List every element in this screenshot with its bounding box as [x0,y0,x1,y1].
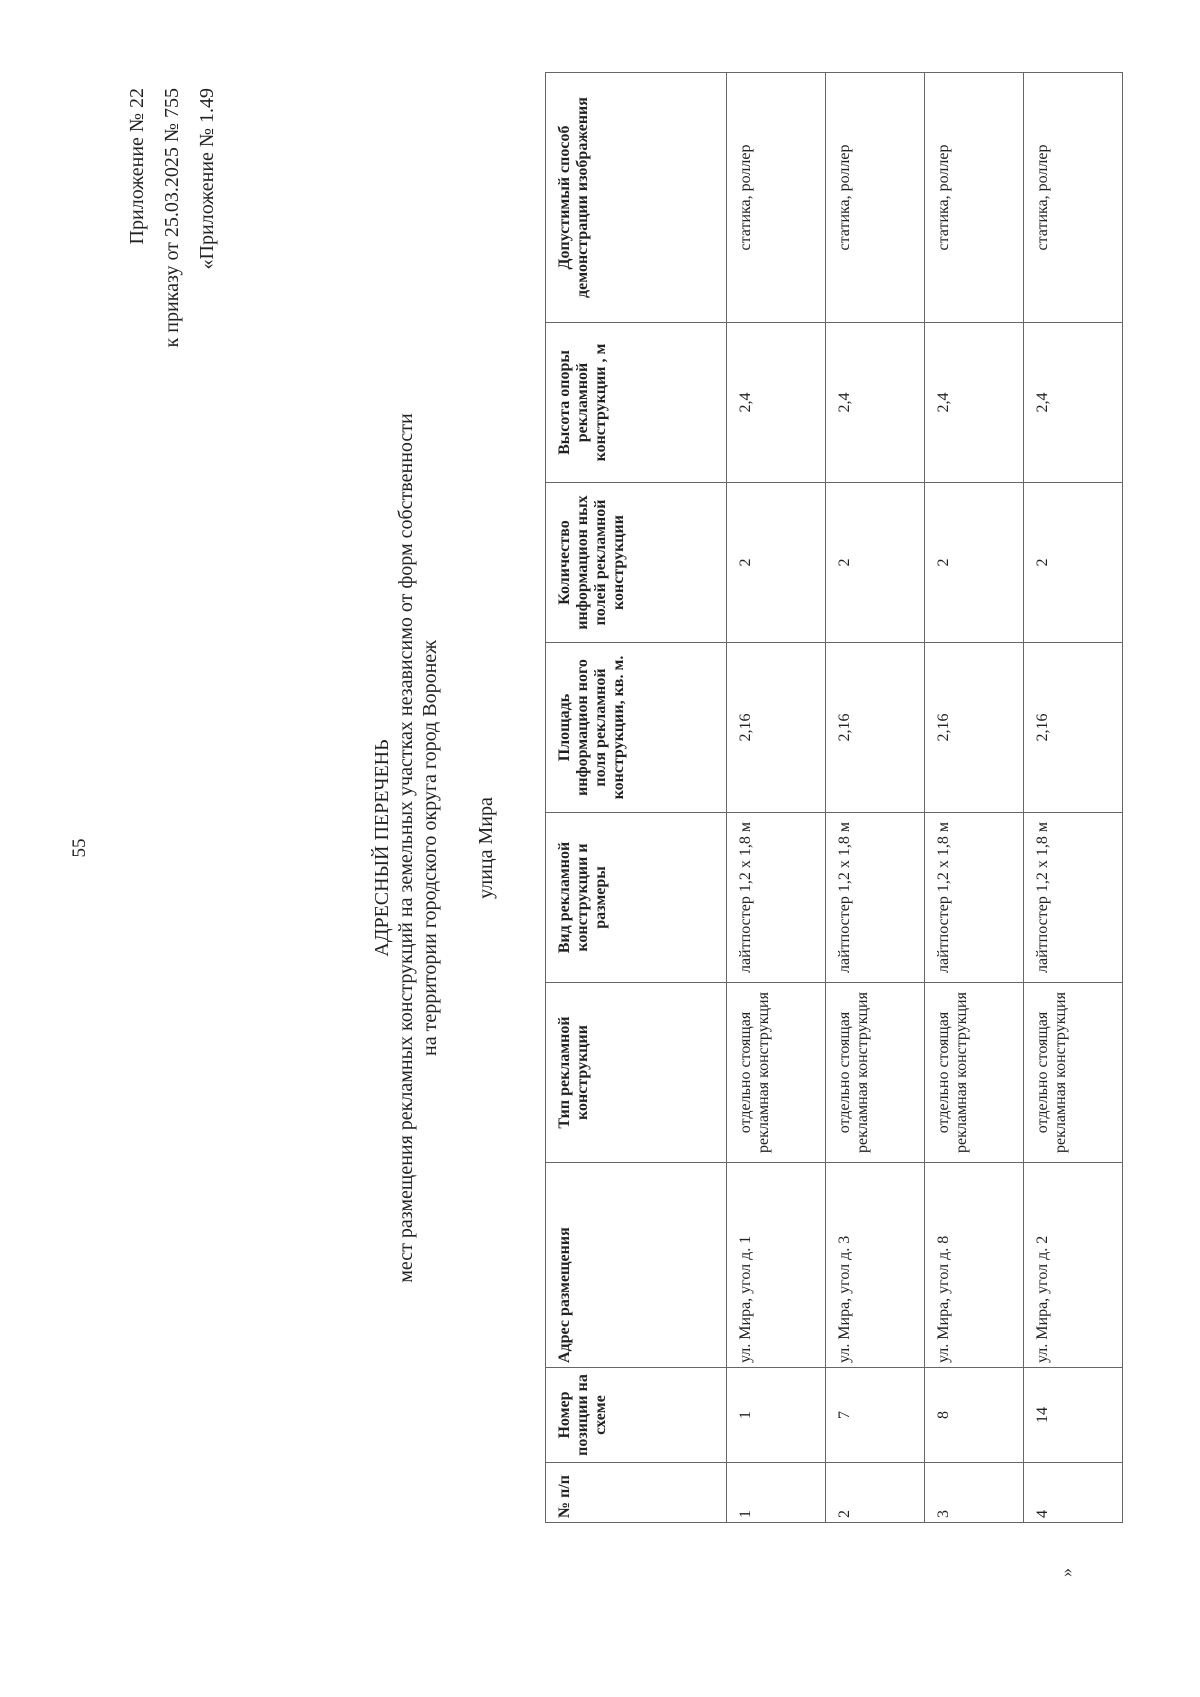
table-cell: 2 [727,483,826,643]
column-header: Тип рекламной конструкции [546,983,727,1163]
column-header: Площадь информацион ного поля рекламной конструкции, кв. м. [546,643,727,813]
column-header: Вид рекламной конструкции и размеры [546,813,727,983]
appendix-header [120,88,225,347]
table-cell: 2,16 [727,643,826,813]
table-cell: 2 [925,483,1024,643]
table-cell: 2,4 [826,323,925,483]
table-cell: 2,4 [1024,323,1123,483]
table-cell: 4 [1024,1463,1123,1523]
column-header: Адрес размещения [546,1163,727,1368]
table-cell: отдельно стоящая рекламная конструкция [826,983,925,1163]
table-cell: лайтпостер 1,2 х 1,8 м [826,813,925,983]
table-cell: 2,4 [925,323,1024,483]
appendix-label: Приложение № 22 [126,88,148,245]
page-number: 55 [69,838,90,858]
table-cell: 2,16 [925,643,1024,813]
table-cell: 14 [1024,1368,1123,1463]
order-reference: к приказу от 25.03.2025 № 755 [161,88,183,348]
table-cell: 7 [826,1368,925,1463]
table-cell: лайтпостер 1,2 х 1,8 м [1024,813,1123,983]
document-title: АДРЕСНЫЙ ПЕРЕЧЕНЬ [371,739,393,957]
table-cell: лайтпостер 1,2 х 1,8 м [727,813,826,983]
table-cell: 3 [925,1463,1024,1523]
table-cell: статика, роллер [1024,73,1123,323]
document-subtitle-line-2: на территории городского округа город Воронеж [419,640,441,1056]
column-header: Высота опоры рекламной конструкции , м [546,323,727,483]
rotated-page-content [100,58,1100,1638]
table-cell: ул. Мира, угол д. 2 [1024,1163,1123,1368]
table-cell: 2,16 [1024,643,1123,813]
table-row [727,73,826,1523]
column-header: Допустимый способ демонстрации изображения [546,73,727,323]
table-cell: 2,4 [727,323,826,483]
table-row [826,73,925,1523]
table-cell: отдельно стоящая рекламная конструкция [925,983,1024,1163]
table-cell: 2,16 [826,643,925,813]
table-row [1024,73,1123,1523]
closing-quote-mark: » [1056,1568,1076,1577]
table-cell: 8 [925,1368,1024,1463]
table-cell: отдельно стоящая рекламная конструкция [727,983,826,1163]
table-cell: 2 [826,1463,925,1523]
document-subtitle-line-1: мест размещения рекламных конструкций на земельных участках независимо от форм собственности [395,413,417,1283]
table-cell: 1 [727,1463,826,1523]
table-cell: ул. Мира, угол д. 8 [925,1163,1024,1368]
column-header: № п/п [546,1463,727,1523]
table-cell: статика, роллер [727,73,826,323]
street-name: улица Мира [475,797,497,899]
table-cell: ул. Мира, угол д. 3 [826,1163,925,1368]
table-cell: статика, роллер [826,73,925,323]
address-table [545,72,1123,1523]
table-cell: лайтпостер 1,2 х 1,8 м [925,813,1024,983]
column-header: Номер позиции на схеме [546,1368,727,1463]
table-cell: ул. Мира, угол д. 1 [727,1163,826,1368]
column-header: Количество информацион ных полей рекламной конструкции [546,483,727,643]
table-cell: отдельно стоящая рекламная конструкция [1024,983,1123,1163]
table-cell: 2 [826,483,925,643]
table-header-row [546,73,727,1523]
sub-appendix-label: «Приложение № 1.49 [196,88,218,270]
table-cell: 1 [727,1368,826,1463]
table-cell: статика, роллер [925,73,1024,323]
table-row [925,73,1024,1523]
title-block [370,58,498,1638]
table-cell: 2 [1024,483,1123,643]
